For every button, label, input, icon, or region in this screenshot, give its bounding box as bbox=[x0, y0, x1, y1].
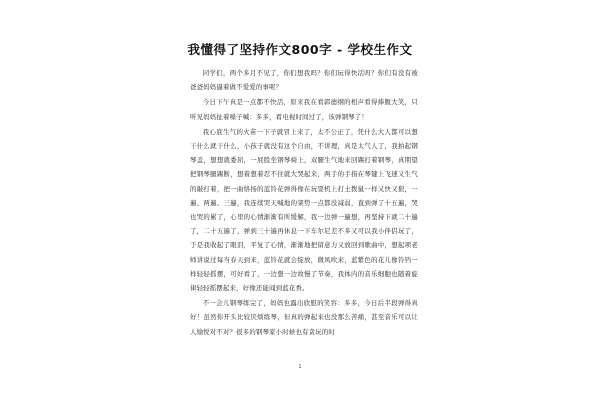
paragraph: 今日下午真是一点都不快活，原来我在看郭德纲的相声看得捧腹大笑，只听见妈妈扯着嗓子喊：多多，看电视时间过了，该弹钢琴了！ bbox=[190, 98, 418, 121]
document-body bbox=[190, 66, 418, 340]
document-title: 我懂得了坚持作文800字 - 学校生作文 bbox=[187, 42, 413, 57]
paragraph: 不一会儿钢琴练完了，妈妈也露出欣慰的笑容：多多，今日后半段弹得真好！虽然你开头比较厌烦练琴，但真的弹起来也没那么苦痛，甚至音乐可以让人愉悦对不对？很多的钢琴家小时候也有贪玩的时 bbox=[190, 299, 418, 336]
page-number: 1 bbox=[298, 364, 302, 370]
paragraph: 同学们，两个多月不见了，你们想我吗？你们玩得快活吗？你们有没有被爸爸妈妈逼着做不爱爱的事呢？ bbox=[190, 69, 418, 92]
paragraph: 我心底生气的火苗一下子就冒上来了，太不公正了，凭什么大人都可以想干什么就干什么，小孩子就没有这个自由，不讲理，真是太气人了，我拍起钢琴盖，想想就委屈，一屁股坐钢琴椅上，双腿生气地来回踢打着钢琴，真期望把钢琴腿踢断，想着想着忍不住就大哭起来，两手的手指在琴键上飞速又生气的敲打着，把一曲恪扬的蓝铃花弹得像在玩耍机上打土拨鼠一样又快又狠，一遍、两遍、三遍，我连续哭天喊地的架势一点都没减弱，直到弹了十五遍，哭也哭的累了，心里的心情渐渐有所缓解，我一边弹一遍想，再坚持下就二十遍了，二十五遍了，弹到三十遍再休息一下车尔尼差不多又可以我小伴侣玩了，于是我收起了眼泪，平复了心情，渐渐地把留意力又放回到歌曲中，想起项老师讲说过每当春天到来，蓝铃花就会绽放，微风吹来，蓝紫色的花儿像铃铛一样轻轻摇摆，可好看了，一边想一边故慢了节奏，我体内的音乐细胞也随着旋律轻轻摇摆起来，好像还能闻到蓝花香。 bbox=[190, 127, 418, 293]
